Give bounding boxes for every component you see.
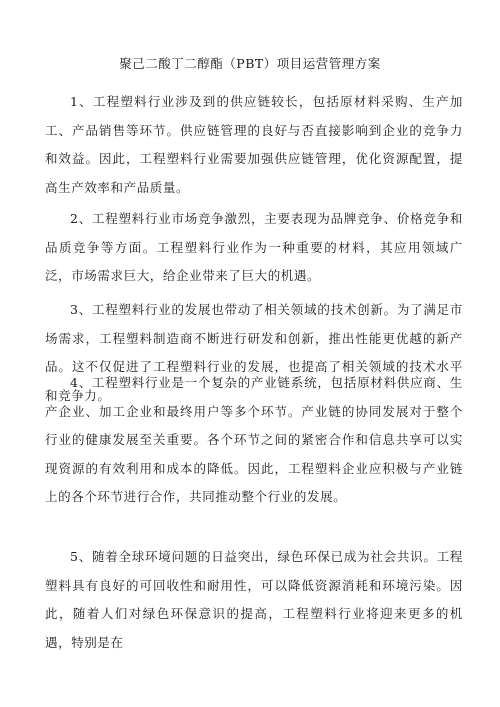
paragraph-4: 4、工程塑料行业是一个复杂的产业链系统，包括原材料供应商、生产企业、加工企业和最终用户等多个环节。产业链的协同发展对于整个行业的健康发展至关重要。各个环节之间的紧密合作和信息共享可以实现资源的有效利用和成本的降低。因此，工程塑料企业应积极与产业链上的各个环节进行合作，共同推动整个行业的发展。 [45, 375, 463, 504]
document-title: 聚己二酸丁二醇酯（PBT）项目运营管理方案 [119, 56, 381, 71]
paragraph-3: 3、工程塑料行业的发展也带动了相关领域的技术创新。为了满足市场需求，工程塑料制造商不断进行研发和创新，推出性能更优越的新产品。这不仅促进了工程塑料行业的发展，也提高了相关领域的技术水平和竞争力。 [45, 302, 463, 403]
paragraph-2: 2、工程塑料行业市场竞争激烈，主要表现为品牌竞争、价格竞争和品质竞争等方面。工程塑料行业作为一种重要的材料，其应用领域广泛，市场需求巨大，给企业带来了巨大的机遇。 [45, 211, 463, 283]
paragraph-1: 1、工程塑料行业涉及到的供应链较长，包括原材料采购、生产加工、产品销售等环节。供应链管理的良好与否直接影响到企业的竞争力和效益。因此，工程塑料行业需要加强供应链管理，优化资源配置，提高生产效率和产品质量。 [45, 94, 463, 195]
paragraph-5: 5、随着全球环境问题的日益突出，绿色环保已成为社会共识。工程塑料具有良好的可回收性和耐用性，可以降低资源消耗和环境污染。因此，随着人们对绿色环保意识的提高，工程塑料行业将迎来更多的机遇，特别是在 [45, 549, 463, 650]
